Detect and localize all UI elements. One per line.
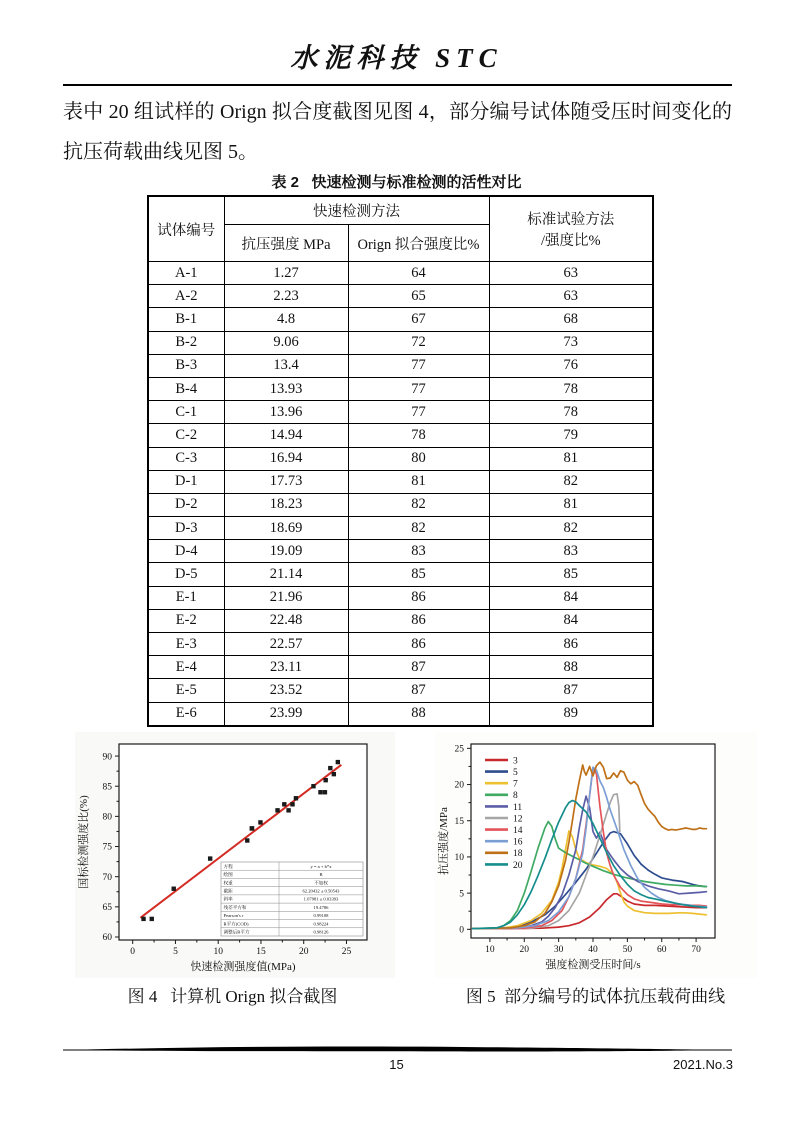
table-cell: 89	[489, 702, 653, 726]
header-rapid-group: 快速检测方法	[224, 196, 489, 225]
svg-text:1.07981 ± 0.03393: 1.07981 ± 0.03393	[303, 896, 339, 902]
svg-text:0.98126: 0.98126	[313, 929, 329, 935]
caption-figure-4: 图 4 计算机 Orign 拟合截图	[127, 987, 338, 1006]
svg-text:12: 12	[513, 814, 523, 825]
table-cell: A-1	[148, 262, 224, 285]
svg-text:60: 60	[656, 945, 667, 955]
fig5-svg	[435, 732, 757, 978]
table-cell: 67	[348, 308, 489, 331]
svg-text:Pearson's r: Pearson's r	[223, 913, 244, 919]
table-cell: 16.94	[224, 447, 348, 470]
table-cell: 88	[348, 702, 489, 726]
table-row	[148, 377, 653, 400]
table-cell: 21.96	[224, 586, 348, 609]
table-cell: D-3	[148, 517, 224, 540]
table-cell: 13.96	[224, 401, 348, 424]
svg-text:25: 25	[454, 744, 464, 755]
table-body	[148, 262, 653, 726]
table-cell: D-1	[148, 470, 224, 493]
svg-text:方程: 方程	[223, 863, 233, 869]
svg-text:B: B	[319, 872, 323, 878]
table-cell: 85	[489, 563, 653, 586]
table-row	[148, 702, 653, 726]
table-cell: 13.4	[224, 354, 348, 377]
table-cell: 87	[348, 656, 489, 679]
table-cell: 4.8	[224, 308, 348, 331]
header-strength: 抗压强度 MPa	[224, 225, 348, 262]
svg-text:50: 50	[622, 945, 633, 955]
svg-text:20: 20	[454, 780, 464, 791]
table-row	[148, 285, 653, 308]
svg-text:截距: 截距	[223, 888, 233, 894]
svg-text:y = a + b*x: y = a + b*x	[310, 863, 332, 869]
svg-text:0: 0	[130, 947, 136, 957]
svg-text:R平方(COD): R平方(COD)	[223, 921, 249, 927]
table-cell: C-1	[148, 401, 224, 424]
table-cell: 88	[489, 656, 653, 679]
svg-text:40: 40	[588, 945, 598, 955]
table-row	[148, 609, 653, 632]
table-cell: 76	[489, 354, 653, 377]
svg-text:调整后R平方: 调整后R平方	[223, 929, 250, 935]
svg-text:0: 0	[459, 925, 464, 936]
svg-text:权重: 权重	[223, 880, 233, 886]
table-cell: 86	[489, 633, 653, 656]
table-row	[148, 401, 653, 424]
issue-label: 2021.No.3	[673, 1057, 733, 1072]
table-row	[148, 308, 653, 331]
header-rule	[63, 84, 732, 86]
journal-title: 水泥科技 STC	[290, 43, 503, 73]
table-cell: 73	[489, 331, 653, 354]
svg-text:25: 25	[341, 947, 352, 957]
svg-text:19.4786: 19.4786	[313, 904, 329, 910]
table-cell: 23.99	[224, 702, 348, 726]
header-orign-ratio: Orign 拟合强度比%	[348, 225, 489, 262]
table-cell: 81	[489, 493, 653, 516]
table-cell: 78	[348, 424, 489, 447]
table-cell: 87	[348, 679, 489, 702]
table-cell: 82	[348, 493, 489, 516]
table-cell: E-1	[148, 586, 224, 609]
table-cell: 84	[489, 609, 653, 632]
svg-text:10: 10	[213, 947, 223, 957]
table-cell: 82	[348, 517, 489, 540]
table-cell: 72	[348, 331, 489, 354]
svg-text:残差平方和: 残差平方和	[223, 904, 247, 910]
table-cell: 80	[348, 447, 489, 470]
table-row	[148, 633, 653, 656]
table-cell: 21.14	[224, 563, 348, 586]
table-cell: 64	[348, 262, 489, 285]
table-row	[148, 517, 653, 540]
table-cell: 84	[489, 586, 653, 609]
caption-figure-5: 图 5 部分编号的试体抗压载荷曲线	[465, 987, 726, 1006]
svg-text:30: 30	[553, 945, 564, 955]
table-cell: 19.09	[224, 540, 348, 563]
svg-text:绘图: 绘图	[223, 872, 233, 878]
table-cell: C-2	[148, 424, 224, 447]
svg-text:0.98224: 0.98224	[313, 921, 329, 927]
svg-text:70: 70	[102, 872, 112, 883]
svg-text:强度检测受压时间/s: 强度检测受压时间/s	[545, 959, 641, 971]
table-cell: 82	[489, 470, 653, 493]
table-cell: 85	[348, 563, 489, 586]
table-cell: 1.27	[224, 262, 348, 285]
table-cell: 9.06	[224, 331, 348, 354]
svg-text:70: 70	[691, 945, 701, 955]
table-cell: 77	[348, 401, 489, 424]
table-cell: D-4	[148, 540, 224, 563]
table-cell: 78	[489, 401, 653, 424]
table-row	[148, 470, 653, 493]
table-cell: B-1	[148, 308, 224, 331]
table-cell: E-6	[148, 702, 224, 726]
table-cell: 82	[489, 517, 653, 540]
table-cell: B-4	[148, 377, 224, 400]
table-cell: E-3	[148, 633, 224, 656]
svg-text:62.20432 ± 0.50543: 62.20432 ± 0.50543	[302, 888, 340, 894]
table-cell: 17.73	[224, 470, 348, 493]
table-cell: 83	[348, 540, 489, 563]
table-cell: 2.23	[224, 285, 348, 308]
table-cell: 22.57	[224, 633, 348, 656]
table-row	[148, 586, 653, 609]
svg-text:5: 5	[459, 889, 464, 900]
table-row	[148, 493, 653, 516]
body-paragraph: 表中 20 组试样的 Orign 拟合度截图见图 4，部分编号试体随受压时间变化的抗压荷载曲线见图 5。	[63, 101, 732, 163]
table-cell: 87	[489, 679, 653, 702]
activity-table	[147, 195, 654, 727]
svg-text:20: 20	[513, 860, 523, 871]
table-cell: 63	[489, 285, 653, 308]
table-cell: 77	[348, 354, 489, 377]
header-standard-line2: /强度比%	[540, 233, 601, 249]
table-row	[148, 424, 653, 447]
svg-text:65: 65	[102, 903, 112, 914]
table-cell: 81	[348, 470, 489, 493]
svg-text:0.99108: 0.99108	[313, 913, 329, 919]
table-cell: 23.11	[224, 656, 348, 679]
table-row	[148, 656, 653, 679]
table-cell: 68	[489, 308, 653, 331]
table-cell: 65	[348, 285, 489, 308]
svg-text:15: 15	[256, 947, 266, 957]
table-cell: 86	[348, 609, 489, 632]
header-standard-line1: 标准试验方法	[527, 212, 615, 228]
table-cell: 22.48	[224, 609, 348, 632]
svg-text:斜率: 斜率	[223, 896, 233, 902]
svg-text:16: 16	[513, 837, 523, 848]
table-row	[148, 331, 653, 354]
svg-text:不加权: 不加权	[314, 880, 328, 886]
table-cell: 13.93	[224, 377, 348, 400]
svg-text:国标检测强度比(%): 国标检测强度比(%)	[78, 795, 90, 889]
table-row	[148, 540, 653, 563]
svg-text:18: 18	[513, 849, 523, 860]
table-cell: D-2	[148, 493, 224, 516]
svg-text:75: 75	[102, 842, 112, 853]
header-standard	[489, 196, 653, 262]
table-cell: 78	[489, 377, 653, 400]
table-row	[148, 679, 653, 702]
table-row	[148, 447, 653, 470]
table-cell: 86	[348, 586, 489, 609]
table-cell: 86	[348, 633, 489, 656]
svg-text:8: 8	[513, 791, 518, 802]
table-cell: 23.52	[224, 679, 348, 702]
table-cell: 77	[348, 377, 489, 400]
table-row	[148, 354, 653, 377]
table-cell: 63	[489, 262, 653, 285]
svg-text:7: 7	[513, 779, 518, 790]
footer-rule	[63, 1045, 732, 1055]
svg-text:20: 20	[519, 945, 530, 955]
svg-text:5: 5	[513, 768, 518, 778]
table-cell: E-5	[148, 679, 224, 702]
header-specimen: 试体编号	[148, 196, 224, 262]
table-cell: A-2	[148, 285, 224, 308]
page-number: 15	[389, 1057, 404, 1072]
svg-text:11: 11	[513, 802, 523, 813]
svg-text:90: 90	[102, 752, 112, 763]
svg-text:15: 15	[454, 816, 464, 827]
fig4-svg	[75, 732, 395, 978]
table-cell: 81	[489, 447, 653, 470]
figure-5	[435, 732, 757, 978]
svg-text:85: 85	[102, 782, 112, 793]
svg-text:80: 80	[102, 812, 112, 823]
table-cell: 18.69	[224, 517, 348, 540]
table-cell: C-3	[148, 447, 224, 470]
table-cell: E-2	[148, 609, 224, 632]
svg-text:快速检测强度值(MPa): 快速检测强度值(MPa)	[190, 961, 296, 973]
table-row	[148, 563, 653, 586]
table-cell: 14.94	[224, 424, 348, 447]
svg-text:20: 20	[298, 947, 309, 957]
table-cell: 18.23	[224, 493, 348, 516]
table-title: 表 2 快速检测与标准检测的活性对比	[271, 174, 522, 191]
table-cell: B-3	[148, 354, 224, 377]
table-row	[148, 262, 653, 285]
svg-text:抗压强度/MPa: 抗压强度/MPa	[438, 807, 450, 875]
table-cell: 79	[489, 424, 653, 447]
figure-4	[75, 732, 395, 978]
svg-text:10: 10	[454, 853, 464, 864]
svg-text:10: 10	[485, 945, 495, 955]
table-cell: B-2	[148, 331, 224, 354]
svg-text:3: 3	[513, 756, 518, 767]
table-cell: 83	[489, 540, 653, 563]
svg-text:5: 5	[173, 947, 178, 957]
table-cell: E-4	[148, 656, 224, 679]
table-header	[148, 196, 653, 262]
table-cell: D-5	[148, 563, 224, 586]
svg-text:60: 60	[102, 933, 112, 944]
svg-text:14: 14	[513, 826, 523, 836]
